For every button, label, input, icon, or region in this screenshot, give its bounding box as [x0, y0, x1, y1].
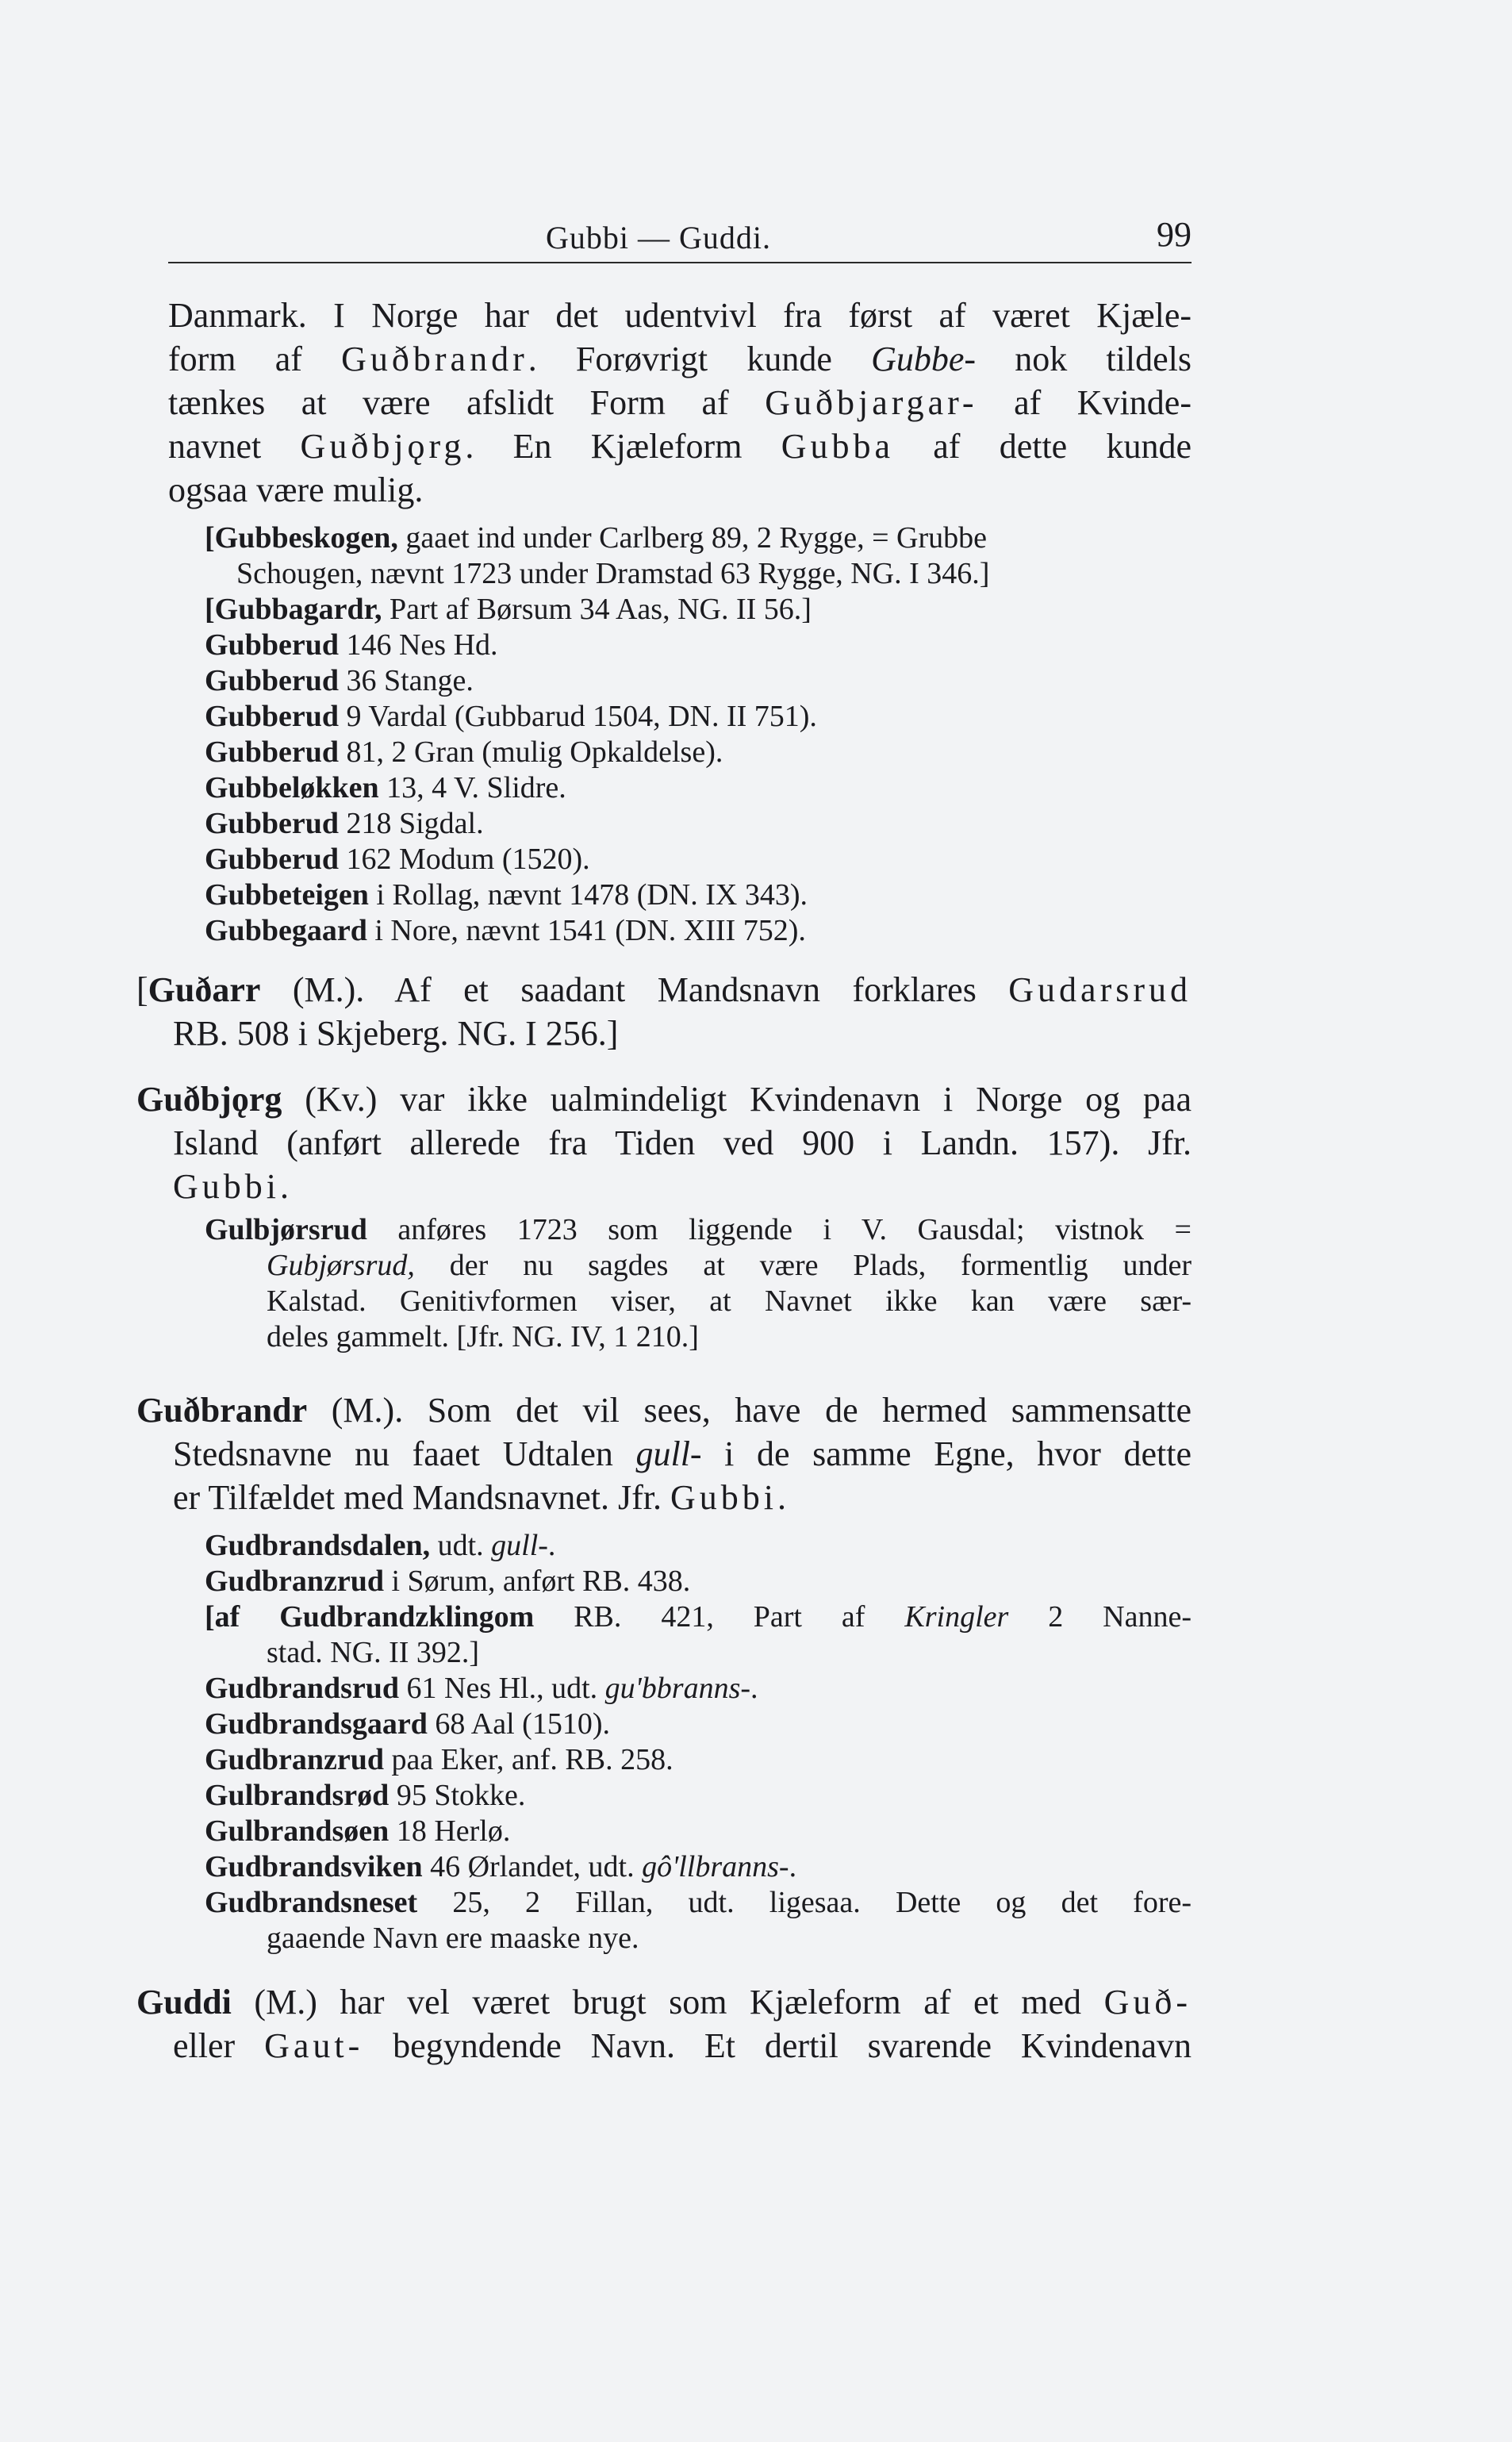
list-item: Gubberud 218 Sigdal. — [205, 807, 484, 840]
entry-headline: Guðbrandr (M.). Som det vil sees, have de hermed sammensatte — [136, 1391, 1192, 1430]
text-line: Island (anført allerede fra Tiden ved 900 i Landn. 157). Jfr. — [173, 1123, 1192, 1162]
page-header — [168, 214, 1192, 263]
text-line: navnet Guðbjǫrg. En Kjæleform Gubba af dette kunde — [168, 427, 1192, 466]
list-item: Gubberud 162 Modum (1520). — [205, 843, 590, 876]
text-line: ogsaa være mulig. — [168, 470, 424, 509]
text-line: tænkes at være afslidt Form af Guðbjargar- af Kvinde- — [168, 383, 1192, 422]
entry-headline: [Guðarr (M.). Af et saadant Mandsnavn forklares Gudarsrud — [136, 970, 1192, 1009]
entry-headline: Guðbjǫrg (Kv.) var ikke ualmindeligt Kvindenavn i Norge og paa — [136, 1080, 1192, 1119]
entry-list-gudbrand — [205, 1528, 1192, 1956]
list-item: Gubbeteigen i Rollag, nævnt 1478 (DN. IX 343). — [205, 878, 808, 912]
intro-paragraph — [168, 294, 1192, 512]
list-item: [Gubbeskogen, gaaet ind under Carlberg 89, 2 Rygge, = Grubbe — [205, 521, 987, 555]
list-item: [af Gudbrandzklingom RB. 421, Part af Kringler 2 Nanne- — [205, 1600, 1192, 1634]
text-line: RB. 508 i Skjeberg. NG. I 256.] — [173, 1014, 619, 1053]
list-item: Gubbegaard i Nore, nævnt 1541 (DN. XIII 752). — [205, 914, 806, 947]
text-line: form af Guðbrandr. Forøvrigt kunde Gubbe- nok tildels — [168, 340, 1192, 378]
list-item: Gulbrandsrød 95 Stokke. — [205, 1779, 526, 1812]
list-item: Gubberud 36 Stange. — [205, 664, 474, 697]
text-line: eller Gaut- begyndende Navn. Et dertil svarende Kvindenavn — [173, 2026, 1192, 2065]
text-line: Kalstad. Genitivformen viser, at Navnet ikke kan være sær- — [267, 1284, 1192, 1318]
text-line: deles gammelt. [Jfr. NG. IV, 1 210.] — [267, 1320, 699, 1353]
list-item: Gubberud 9 Vardal (Gubbarud 1504, DN. II 751). — [205, 700, 817, 733]
entry-gudarr — [136, 968, 1192, 1055]
text-line: er Tilfældet med Mandsnavnet. Jfr. Gubbi. — [173, 1478, 790, 1517]
entry-gudbjorg — [136, 1077, 1192, 1208]
entry-list-gubbe — [168, 520, 1192, 949]
entry-guddi — [136, 1980, 1192, 2068]
entry-headline: Guddi (M.) har vel været brugt som Kjæleform af et med Guð- — [136, 1983, 1192, 2022]
entry-headline: Gulbjørsrud anføres 1723 som liggende i V. Gausdal; vistnok = — [205, 1213, 1192, 1246]
text-line: Gubjørsrud, der nu sagdes at være Plads, formentlig under — [267, 1249, 1192, 1282]
entry-gulbjorsrud — [205, 1212, 1192, 1355]
running-head: Gubbi — Guddi. — [546, 220, 771, 255]
list-item: Gudbranzrud i Sørum, anført RB. 438. — [205, 1565, 691, 1598]
list-item: Gudbrandsrud 61 Nes Hl., udt. gu'bbranns-. — [205, 1672, 758, 1705]
list-item: Gudbrandsgaard 68 Aal (1510). — [205, 1707, 610, 1741]
text-line: Gubbi. — [173, 1167, 293, 1206]
entry-gudbrandr — [136, 1388, 1192, 1519]
list-item-continuation: stad. NG. II 392.] — [267, 1636, 480, 1669]
text-line: Danmark. I Norge har det udentvivl fra først af været Kjæle- — [168, 296, 1192, 335]
list-item: Gubbeløkken 13, 4 V. Slidre. — [205, 771, 566, 804]
page-number: 99 — [1157, 215, 1192, 254]
list-item: Gudbranzrud paa Eker, anf. RB. 258. — [205, 1743, 673, 1776]
list-item: Gubberud 81, 2 Gran (mulig Opkaldelse). — [205, 735, 723, 769]
list-item: [Gubbagardr, Part af Børsum 34 Aas, NG. II 56.] — [205, 593, 812, 626]
list-item: Gubberud 146 Nes Hd. — [205, 628, 498, 662]
list-item: Gulbrandsøen 18 Herlø. — [205, 1814, 511, 1848]
list-item-continuation: Schougen, nævnt 1723 under Dramstad 63 Rygge, NG. I 346.] — [236, 557, 990, 590]
list-item: Gudbrandsviken 46 Ørlandet, udt. gô'llbranns-. — [205, 1850, 797, 1883]
list-item: Gudbrandsdalen, udt. gull-. — [205, 1529, 556, 1562]
text-line: Stedsnavne nu faaet Udtalen gull- i de samme Egne, hvor dette — [173, 1434, 1192, 1473]
list-item-continuation: gaaende Navn ere maaske nye. — [267, 1922, 639, 1955]
list-item: Gudbrandsneset 25, 2 Fillan, udt. ligesaa. Dette og det fore- — [205, 1886, 1192, 1919]
